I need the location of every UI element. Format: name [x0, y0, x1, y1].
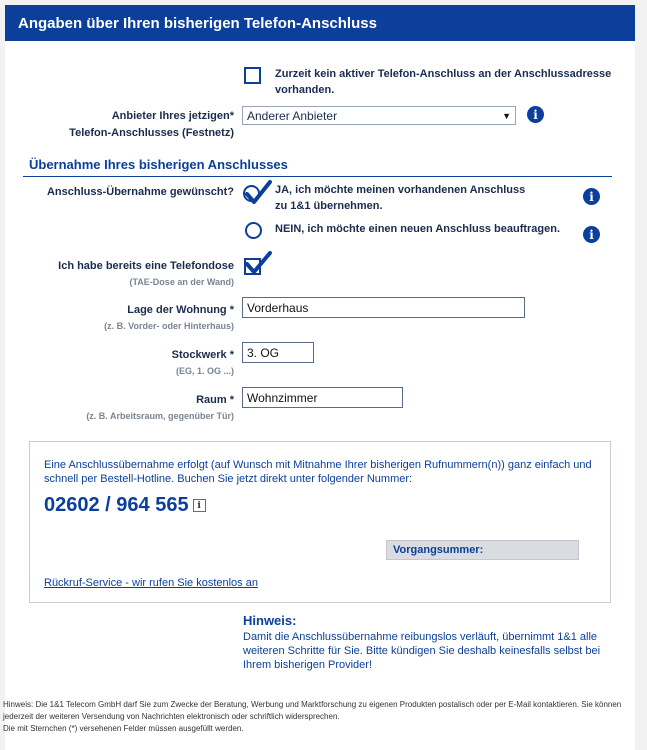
info-icon[interactable]: i — [583, 188, 600, 205]
hotline-phone: 02602 / 964 565 — [44, 494, 189, 516]
notice-title: Hinweis: — [243, 613, 297, 628]
apartment-input[interactable] — [242, 297, 525, 318]
checkmark-icon — [243, 180, 273, 206]
provider-label-line1: Anbieter Ihres jetzigen* — [111, 110, 234, 122]
takeover-yes-radio[interactable] — [243, 180, 273, 206]
room-input[interactable] — [242, 387, 403, 408]
hotline-text: Eine Anschlussübernahme erfolgt (auf Wunsch mit Mitnahme Ihrer bisherigen Rufnummern(n)) ganz einfach und schnell per Bestell-Hotline. Buchen Sie jetzt direkt unter folgender Nummer: — [44, 459, 592, 485]
section-header — [5, 5, 635, 41]
provider-select[interactable] — [242, 106, 516, 125]
socket-hint: (TAE-Dose an der Wand) — [129, 277, 234, 287]
provider-label — [25, 108, 234, 142]
takeover-no-label: NEIN, ich möchte einen neuen Anschluss beauftragen. — [275, 223, 561, 235]
takeover-no-radio[interactable] — [245, 222, 262, 239]
floor-input[interactable] — [242, 342, 314, 363]
info-icon[interactable]: i — [583, 226, 600, 243]
socket-label: Ich habe bereits eine Telefondose — [58, 260, 234, 272]
footer-line2: Die mit Sternchen (*) versehenen Felder müssen ausgefüllt werden. — [3, 724, 244, 733]
procedure-number-label: Vorgangsummer: — [393, 544, 484, 556]
checkmark-icon — [243, 251, 273, 277]
chevron-down-icon: ▼ — [502, 110, 511, 121]
apartment-hint: (z. B. Vorder- oder Hinterhaus) — [104, 321, 234, 331]
footer-text — [3, 699, 635, 735]
takeover-yes-label — [275, 182, 575, 214]
section-divider — [23, 176, 612, 177]
room-label: Raum * — [196, 394, 234, 406]
form-panel — [5, 5, 635, 750]
apartment-label: Lage der Wohnung * — [127, 304, 234, 316]
info-icon[interactable]: i — [527, 106, 544, 123]
hotline-box — [29, 441, 611, 603]
takeover-question: Anschluss-Übernahme gewünscht? — [46, 186, 234, 198]
takeover-yes-line2: zu 1&1 übernehmen. — [275, 200, 383, 212]
hotline-phone-row — [44, 494, 206, 517]
procedure-number-field — [386, 540, 579, 560]
callback-link[interactable]: Rückruf-Service - wir rufen Sie kostenlos an — [44, 577, 258, 589]
takeover-section-title: Übernahme Ihres bisherigen Anschlusses — [29, 157, 288, 172]
socket-checkbox[interactable] — [243, 251, 273, 277]
provider-select-value: Anderer Anbieter — [247, 108, 338, 123]
no-connection-label: Zurzeit kein aktiver Telefon-Anschluss an der Anschlussadresse vorhanden. — [275, 68, 612, 96]
footer-line1: Hinweis: Die 1&1 Telecom GmbH darf Sie zum Zwecke der Beratung, Werbung und Marktforschung zu eigenen Produkten postalisch oder per E-Mail kontaktieren. Sie können jederzeit der weiteren Versendung von Nachrichten elektronisch oder schriftlich widersprechen. — [3, 700, 622, 721]
room-hint: (z. B. Arbeitsraum, gegenüber Tür) — [86, 411, 234, 421]
no-connection-checkbox[interactable] — [244, 67, 261, 84]
provider-label-line2: Telefon-Anschlusses (Festnetz) — [69, 127, 234, 139]
takeover-yes-line1: JA, ich möchte meinen vorhandenen Anschluss — [275, 184, 526, 196]
info-icon[interactable]: i — [193, 499, 206, 512]
floor-label: Stockwerk * — [171, 349, 234, 361]
notice-text: Damit die Anschlussübernahme reibungslos verläuft, übernimmt 1&1 alle weiteren Schritte für Sie. Bitte kündigen Sie deshalb keinesfalls selbst bei Ihrem bisherigen Provider! — [243, 631, 601, 671]
floor-hint: (EG, 1. OG ...) — [175, 366, 234, 376]
section-header-title: Angaben über Ihren bisherigen Telefon-Anschluss — [18, 14, 377, 32]
